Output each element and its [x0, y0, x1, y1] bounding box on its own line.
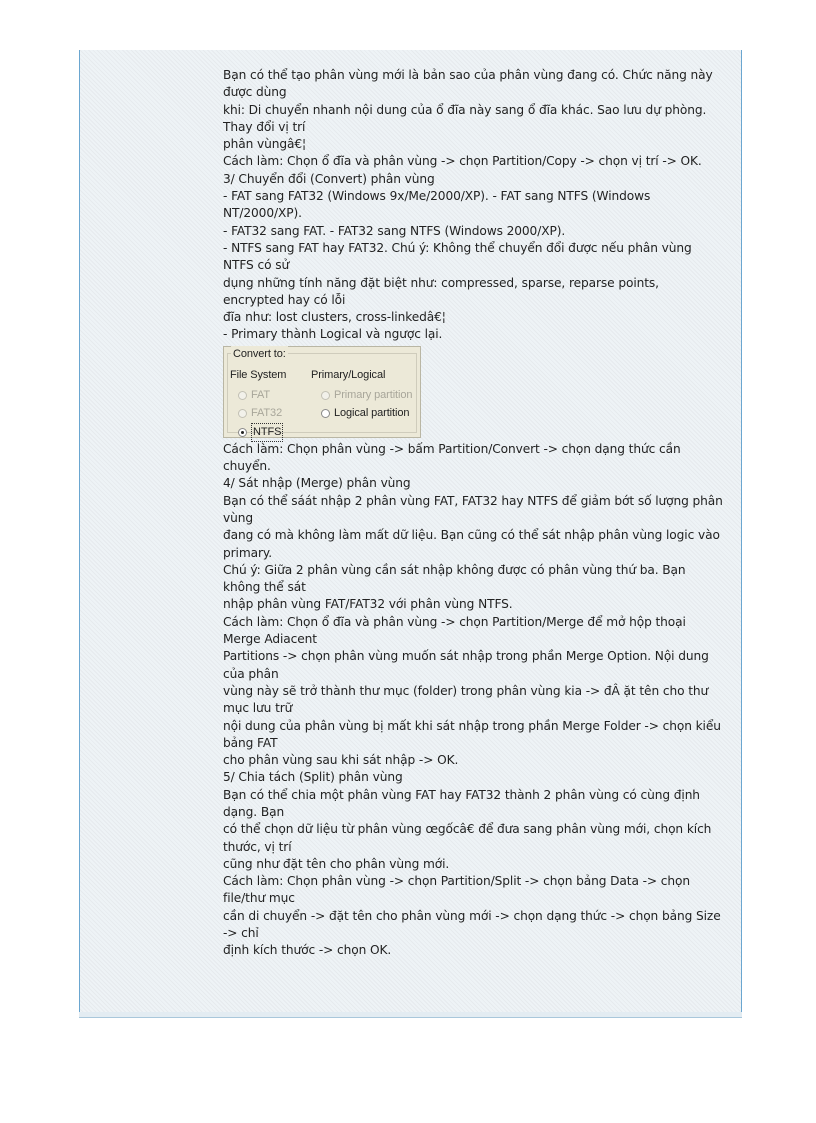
text-line: Bạn có thể chia một phân vùng FAT hay FAT32 thành 2 phân vùng có cùng định dạng. Bạn [223, 787, 700, 819]
text-line: cho phân vùng sau khi sát nhập -> OK. [223, 753, 459, 768]
radio-logical-partition[interactable] [321, 405, 409, 422]
radio-fat-label: FAT [251, 388, 271, 401]
text-line: định kích thước -> chọn OK. [223, 943, 392, 958]
text-line: phân vùngâ€¦ [223, 137, 307, 152]
section-heading-split: 5/ Chia tách (Split) phân vùng [223, 770, 403, 785]
radio-icon [321, 391, 330, 400]
radio-fat32[interactable] [238, 405, 282, 422]
radio-ntfs-label: NTFS [251, 423, 283, 442]
text-line: Bạn có thể sáát nhập 2 phân vùng FAT, FAT32 hay NTFS để giảm bớt số lượng phân vùng [223, 493, 723, 525]
radio-icon [238, 391, 247, 400]
text-line: - FAT sang FAT32 (Windows 9x/Me/2000/XP). - FAT sang NTFS (Windows NT/2000/XP). [223, 189, 651, 221]
primary-logical-label: Primary/Logical [311, 368, 386, 381]
text-line: Cách làm: Chọn phân vùng -> chọn Partition/Split -> chọn bảng Data -> chọn file/thư mục [223, 874, 690, 906]
text-line: nhập phân vùng FAT/FAT32 với phân vùng NTFS. [223, 597, 513, 612]
section-heading-merge: 4/ Sát nhập (Merge) phân vùng [223, 476, 411, 491]
text-line: cần di chuyển -> đặt tên cho phân vùng mới -> chọn dạng thức -> chọn bảng Size -> chỉ [223, 908, 721, 941]
radio-icon [321, 409, 330, 418]
radio-fat[interactable] [238, 387, 270, 404]
radio-primary-label: Primary partition [334, 388, 413, 401]
text-line: cũng như đặt tên cho phân vùng mới. [223, 856, 450, 871]
text-before-dialog [223, 67, 723, 344]
radio-fat32-label: FAT32 [251, 406, 283, 419]
text-line: - Primary thành Logical và ngược lại. [223, 327, 443, 342]
convert-dialog-screenshot [223, 346, 421, 438]
text-line: đĩa như: lost clusters, cross-linkedâ€¦ [223, 310, 446, 325]
text-line: Cách làm: Chọn ổ đĩa và phân vùng -> chọn Partition/Copy -> chọn vị trí -> OK. [223, 154, 702, 169]
text-line: có thể chọn dữ liệu từ phân vùng œgốcâ€ để đưa sang phân vùng mới, chọn kích thước, vị trí [223, 822, 712, 854]
article-content [223, 67, 723, 960]
text-line: Bạn có thể tạo phân vùng mới là bản sao của phân vùng đang có. Chức năng này được dùng [223, 68, 713, 100]
radio-selected-icon [238, 428, 247, 437]
text-line: Cách làm: Chọn phân vùng -> bấm Partition/Convert -> chọn dạng thức cần chuyển. [223, 441, 681, 474]
text-line: Chú ý: Giữa 2 phân vùng cần sát nhập không được có phân vùng thứ ba. Bạn không thể sát [223, 562, 686, 595]
text-line: đang có mà không làm mất dữ liệu. Bạn cũng có thể sát nhập phân vùng logic vào primary. [223, 528, 720, 560]
file-system-label: File System [230, 368, 287, 381]
radio-primary-partition[interactable] [321, 387, 412, 404]
radio-logical-label: Logical partition [334, 406, 410, 419]
section-heading-convert: 3/ Chuyển đổi (Convert) phân vùng [223, 171, 435, 186]
text-line: Partitions -> chọn phân vùng muốn sát nhập trong phần Merge Option. Nội dung của phân [223, 649, 709, 681]
article-frame-bottom [79, 1012, 742, 1018]
text-line: khi: Di chuyển nhanh nội dung của ổ đĩa này sang ổ đĩa khác. Sao lưu dự phòng. Thay đổi vị trí [223, 102, 707, 134]
text-line: vùng này sẽ trở thành thư mục (folder) trong phân vùng kia -> đÂ ặt tên cho thư mục lưu trữ [223, 683, 709, 716]
text-after-dialog [223, 441, 723, 960]
group-label: Convert to: [231, 346, 288, 363]
radio-icon [238, 409, 247, 418]
text-line: - FAT32 sang FAT. - FAT32 sang NTFS (Windows 2000/XP). [223, 223, 566, 238]
text-line: dụng những tính năng đặt biệt như: compressed, sparse, reparse points, encrypted hay có lỗi [223, 275, 659, 307]
radio-ntfs[interactable] [238, 423, 283, 442]
text-line: Cách làm: Chọn ổ đĩa và phân vùng -> chọn Partition/Merge để mở hộp thoại Merge Adiacent [223, 614, 686, 647]
text-line: nội dung của phân vùng bị mất khi sát nhập trong phần Merge Folder -> chọn kiểu bảng FAT [223, 718, 721, 750]
text-line: - NTFS sang FAT hay FAT32. Chú ý: Không thể chuyển đổi được nếu phân vùng NTFS có sử [223, 240, 692, 273]
